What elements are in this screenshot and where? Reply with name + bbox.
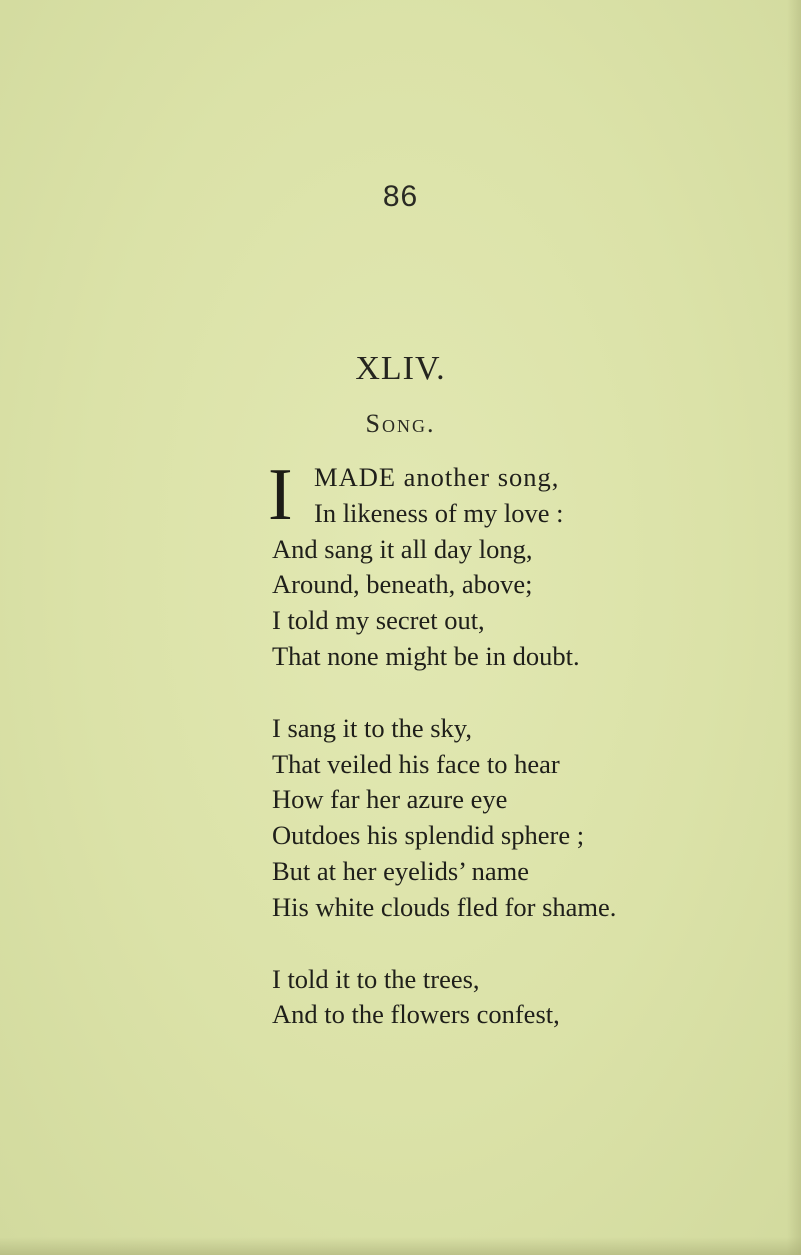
poem-line: Outdoes his splendid sphere ; bbox=[272, 820, 585, 851]
page-number: 86 bbox=[382, 180, 419, 213]
poem-line: How far her azure eye bbox=[272, 784, 508, 815]
poem-line: Around, beneath, above; bbox=[272, 569, 533, 600]
poem-line: I told it to the trees, bbox=[272, 963, 480, 994]
page-bottom-shadow bbox=[0, 1237, 801, 1255]
poem-line: But at her eyelids’ name bbox=[272, 855, 530, 886]
stanza-2 bbox=[272, 711, 742, 926]
page-edge-shadow bbox=[787, 0, 801, 1255]
poem-title: Song. bbox=[365, 409, 436, 438]
stanza-1 bbox=[268, 454, 742, 675]
poem-line: And to the flowers confest, bbox=[272, 999, 560, 1030]
poem-line: His white clouds fled for shame. bbox=[272, 891, 617, 922]
drop-cap: I bbox=[268, 454, 293, 536]
poem-number: XLIV. bbox=[355, 350, 446, 387]
poem-line: I told my secret out, bbox=[272, 605, 485, 636]
poem-body bbox=[268, 454, 742, 1069]
poem-line: In likeness of my love : bbox=[314, 497, 564, 528]
poem-line: That none might be in doubt. bbox=[272, 640, 580, 671]
poem-line: And sang it all day long, bbox=[272, 533, 533, 564]
poem-line-text: MADE another song, bbox=[314, 462, 560, 492]
stanza-3 bbox=[272, 962, 742, 1034]
poem-line: I sang it to the sky, bbox=[272, 712, 472, 743]
poem-line: That veiled his face to hear bbox=[272, 748, 560, 779]
